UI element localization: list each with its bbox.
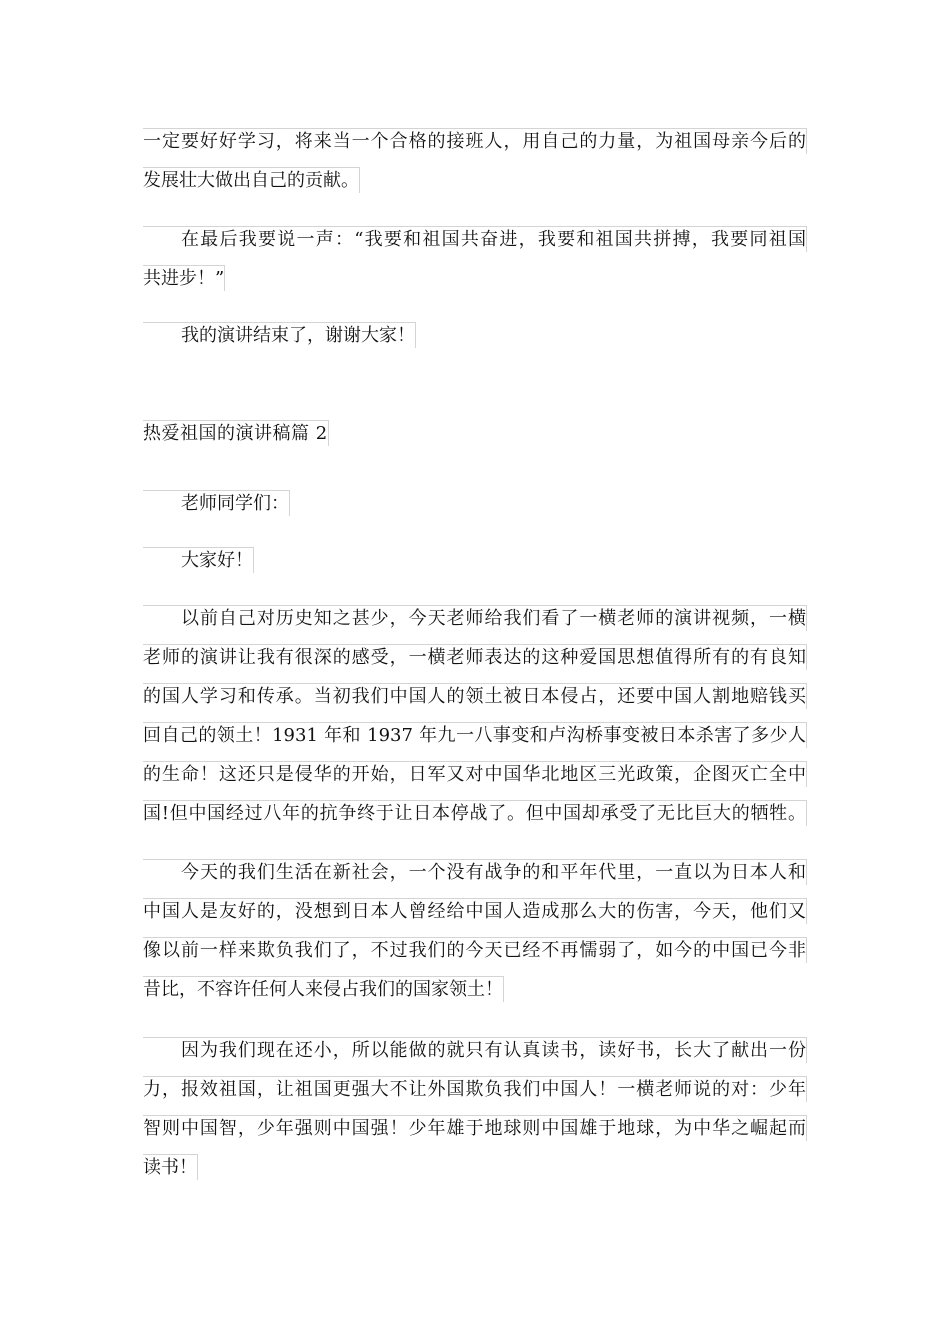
text-line: 像以前一样来欺负我们了，不过我们的今天已经不再懦弱了，如今的中国已今非 [143,937,807,963]
text-line: 中国人是友好的，没想到日本人曾经给中国人造成那么大的伤害，今天，他们又 [143,898,807,924]
text-line: 因为我们现在还小，所以能做的就只有认真读书，读好书，长大了献出一份 [143,1037,807,1063]
text-line: 的生命！这还只是侵华的开始，日军又对中国华北地区三光政策，企图灭亡全中 [143,761,807,787]
paragraph-1 [143,605,807,826]
text-line: 大家好！ [143,547,254,573]
text-line: 老师同学们： [143,490,290,516]
salutation [143,490,290,520]
text-line: 的国人学习和传承。当初我们中国人的领土被日本侵占，还要中国人割地赔钱买 [143,683,807,709]
text-line: 在最后我要说一声：“我要和祖国共奋进，我要和祖国共拼搏，我要同祖国 [143,226,807,252]
text-line: 回自己的领土！1931 年和 1937 年九一八事变和卢沟桥事变被日本杀害了多少人 [143,722,807,748]
text-line: 读书！ [143,1154,198,1180]
text-line: 发展壮大做出自己的贡献。 [143,167,360,193]
greeting [143,547,254,577]
paragraph-3 [143,1037,807,1184]
paragraph-end-remark [143,322,416,352]
text-line: 力，报效祖国，让祖国更强大不让外国欺负我们中国人！一横老师说的对：少年 [143,1076,807,1102]
text-line: 我的演讲结束了，谢谢大家！ [143,322,416,348]
paragraph-2 [143,859,807,1006]
text-line: 智则中国智，少年强则中国强！少年雄于地球则中国雄于地球，为中华之崛起而 [143,1115,807,1141]
text-line: 共进步！” [143,265,225,291]
text-line: 老师的演讲让我有很深的感受，一横老师表达的这种爱国思想值得所有的有良知 [143,644,807,670]
paragraph-closing-quote [143,226,807,295]
section-title [143,420,329,450]
text-line: 今天的我们生活在新社会，一个没有战争的和平年代里，一直以为日本人和 [143,859,807,885]
text-line: 以前自己对历史知之甚少，今天老师给我们看了一横老师的演讲视频，一横 [143,605,807,631]
section-heading: 热爱祖国的演讲稿篇 2 [143,420,329,446]
paragraph-continuation [143,128,807,197]
text-line: 国!但中国经过八年的抗争终于让日本停战了。但中国却承受了无比巨大的牺牲。 [143,800,807,826]
text-line: 一定要好好学习，将来当一个合格的接班人，用自己的力量，为祖国母亲今后的 [143,128,807,154]
text-line: 昔比，不容许任何人来侵占我们的国家领土！ [143,976,504,1002]
